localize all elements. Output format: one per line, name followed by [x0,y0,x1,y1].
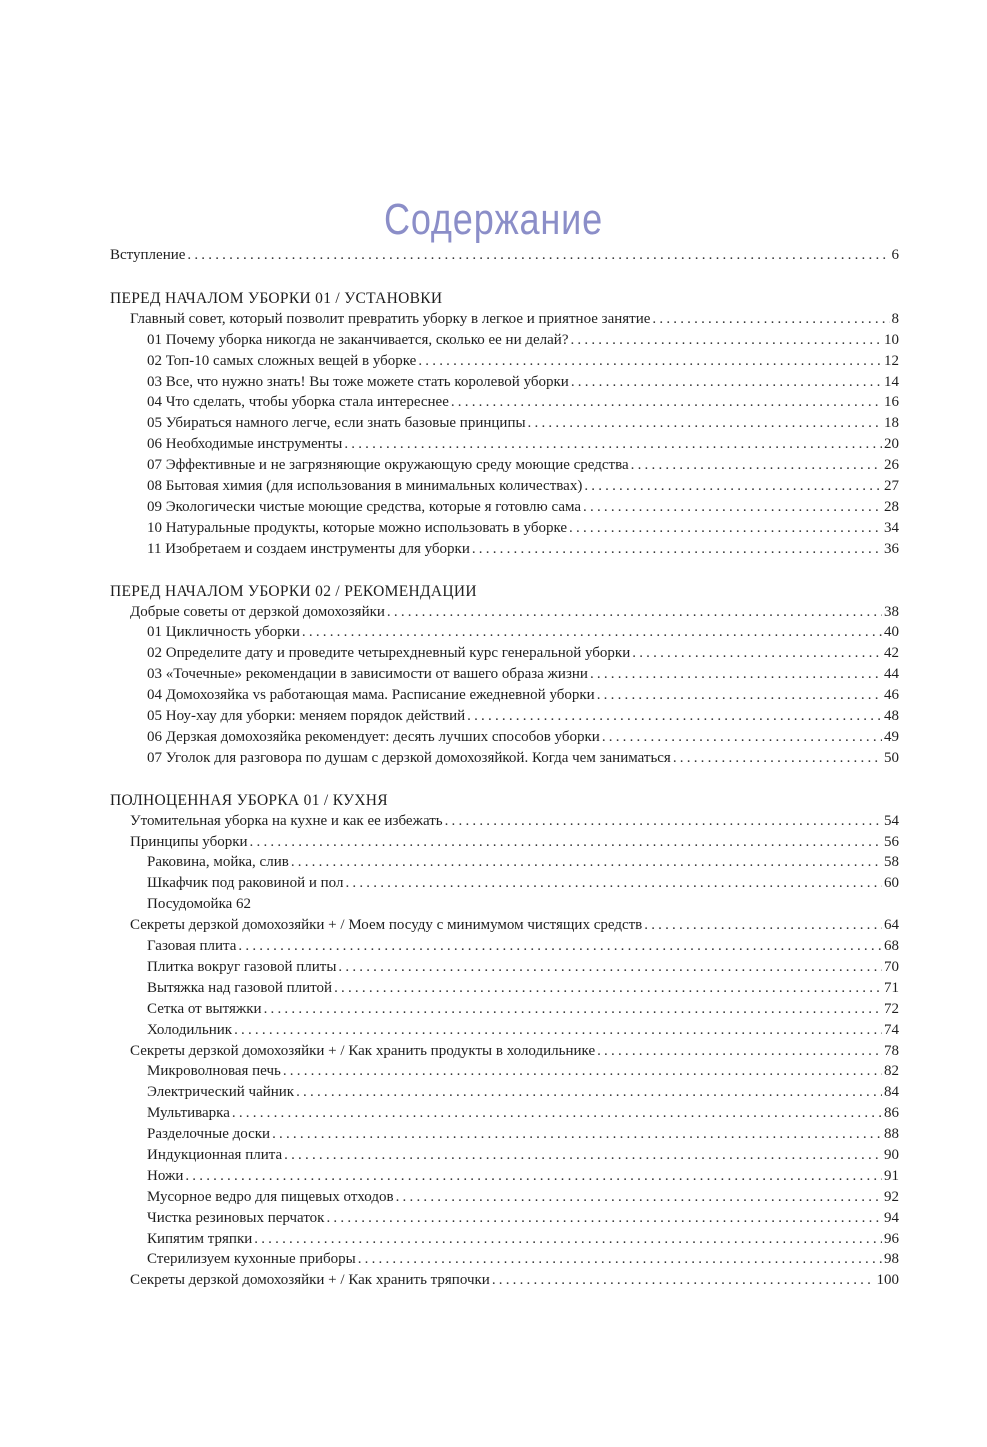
toc-entry[interactable] [110,852,899,873]
dot-leader [396,1187,882,1208]
toc-entry-page: 34 [884,519,899,536]
toc-entry-title: 07 Эффективные и не загрязняющие окружающую среду моющие средства [147,457,629,474]
toc-entry-title: Индукционная плита [147,1146,283,1163]
toc-entry-title: 09 Экологически чистые моющие средства, которые я готовлю сама [147,498,582,515]
toc-entry-title: 02 Определите дату и проведите четырехдневный курс генеральной уборки [147,645,631,662]
dot-leader [631,455,882,476]
toc-entry[interactable] [110,1061,899,1082]
toc-entry[interactable] [110,915,899,936]
toc-entry-page: 78 [884,1042,899,1059]
toc-entry-page: 84 [884,1084,899,1101]
toc-entry[interactable] [110,1082,899,1103]
toc-entry[interactable] [110,1229,899,1250]
toc-entry-page: 96 [884,1230,899,1247]
dot-leader [187,245,889,266]
toc-entry-title: Добрые советы от дерзкой домохозяйки [130,603,385,620]
toc-entry[interactable] [110,936,899,957]
dot-leader [597,685,882,706]
toc-entry-title: Электрический чайник [147,1084,295,1101]
toc-entry-title: Секреты дерзкой домохозяйки + / Моем посуду с минимумом чистящих средств [130,917,643,934]
toc-entry-title: 04 Домохозяйка vs работающая мама. Расписание ежедневной уборки [147,687,595,704]
toc-entry-page: 64 [884,917,899,934]
section-spacer [110,266,899,288]
dot-leader [254,1229,882,1250]
dot-leader [528,413,882,434]
toc-entry[interactable] [110,685,899,706]
toc-entry-page: 74 [884,1021,899,1038]
toc-entry[interactable] [110,497,899,518]
toc-entry[interactable] [110,873,899,894]
toc-entry[interactable] [110,706,899,727]
toc-entry-page: 49 [884,728,899,745]
dot-leader [387,602,882,623]
toc-entry[interactable] [110,727,899,748]
toc-entry[interactable] [110,539,899,560]
dot-leader [302,622,882,643]
toc-entry[interactable] [110,957,899,978]
toc-entry-page: 92 [884,1188,899,1205]
toc-entry-page: 12 [884,352,899,369]
toc-entry-title: Посудомойка 62 [147,896,252,913]
toc-entry-page: 10 [884,331,899,348]
toc-entry-page: 94 [884,1209,899,1226]
toc-entry-page: 36 [884,540,899,557]
dot-leader [571,372,882,393]
dot-leader [296,1082,882,1103]
dot-leader [492,1270,875,1291]
dot-leader [185,1166,882,1187]
toc-entry-page: 90 [884,1146,899,1163]
dot-leader [467,706,882,727]
dot-leader [445,811,882,832]
toc-entry[interactable] [110,1103,899,1124]
toc-entry[interactable] [110,330,899,351]
toc-entry-page: 88 [884,1126,899,1143]
toc-entry-title: Холодильник [147,1021,233,1038]
toc-entry[interactable] [110,748,899,769]
toc-entry-title: Кипятим тряпки [147,1230,253,1247]
dot-leader [418,351,882,372]
toc-entry[interactable] [110,894,899,915]
toc-entry-page: 6 [891,247,899,263]
toc-entry-page: 44 [884,666,899,683]
toc-entry-title: Разделочные доски [147,1126,271,1143]
toc-entry[interactable] [110,811,899,832]
dot-leader [569,518,882,539]
dot-leader [472,539,882,560]
dot-leader [345,873,882,894]
toc-entry-title: 03 «Точечные» рекомендации в зависимости от вашего образа жизни [147,666,588,683]
toc-entry-page: 26 [884,457,899,474]
dot-leader [334,978,882,999]
toc-entry-page: 18 [884,415,899,432]
toc-entry[interactable] [110,1249,899,1270]
toc-entry[interactable] [110,476,899,497]
toc-entry-title: 01 Почему уборка никогда не заканчивается, сколько ее ни делай? [147,331,569,348]
toc-entry-page: 86 [884,1105,899,1122]
toc-entry-page: 68 [884,938,899,955]
toc-entry-page: 60 [884,875,899,892]
toc-entry-title: 06 Дерзкая домохозяйка рекомендует: десять лучших способов уборки [147,728,600,745]
toc-entry-page: 20 [884,436,899,453]
toc-entry-title: Ножи [147,1167,184,1184]
toc-entry-page: 71 [884,979,899,996]
toc-entry[interactable] [110,1270,899,1291]
dot-leader [272,1124,882,1145]
toc-entry-title: Мультиварка [147,1105,230,1122]
toc-entry-page: 54 [884,812,899,829]
toc-entry[interactable] [110,455,899,476]
dot-leader [291,852,882,873]
toc-entry-title: 07 Уголок для разговора по душам с дерзкой домохозяйкой. Когда чем заниматься [147,749,671,766]
dot-leader [284,1145,882,1166]
toc-entry[interactable] [110,664,899,685]
section-heading: ПОЛНОЦЕННАЯ УБОРКА 01 / КУХНЯ [110,791,388,809]
toc-entry-title: 11 Изобретаем и создаем инструменты для уборки [147,540,470,557]
section-spacer [110,560,899,581]
toc-entry-intro[interactable] [110,245,899,266]
dot-leader [232,1103,882,1124]
toc-entry[interactable] [110,1208,899,1229]
toc-entry-title: Вытяжка над газовой плитой [147,979,333,996]
dot-leader [344,434,882,455]
toc-entry[interactable] [110,643,899,664]
toc-entry-page: 82 [884,1063,899,1080]
toc-entry-title: Стерилизуем кухонные приборы [147,1251,356,1268]
toc-entry[interactable] [110,999,899,1020]
toc-entry-title: 06 Необходимые инструменты [147,436,343,453]
toc-entry-title: 05 Убираться намного легче, если знать базовые принципы [147,415,526,432]
toc-entry[interactable] [110,309,899,330]
toc-entry-title: Шкафчик под раковиной и пол [147,875,344,892]
dot-leader [644,915,882,936]
toc-entry-title: 01 Цикличность уборки [147,624,300,641]
toc-entry-title: 10 Натуральные продукты, которые можно использовать в уборке [147,519,568,536]
dot-leader [583,497,882,518]
toc-entry-title: Главный совет, который позволит превратить уборку в легкое и приятное занятие [130,310,651,327]
toc-entry-page: 16 [884,394,899,411]
toc-entry-title: Принципы уборки [130,833,248,850]
toc-entry[interactable] [110,1187,899,1208]
toc-entry[interactable] [110,602,899,623]
toc-entry-page: 56 [884,833,899,850]
dot-leader [673,748,882,769]
toc-entry-page: 50 [884,749,899,766]
dot-leader [597,1041,882,1062]
toc-entry[interactable] [110,978,899,999]
dot-leader [238,936,882,957]
toc-entry-page: 72 [884,1000,899,1017]
toc-entry-title: 02 Топ-10 самых сложных вещей в уборке [147,352,417,369]
dot-leader [652,309,889,330]
toc-entry-page: 70 [884,958,899,975]
toc-entry-title: 03 Все, что нужно знать! Вы тоже можете стать королевой уборки [147,373,569,390]
toc-entry-title: 04 Что сделать, чтобы уборка стала интереснее [147,394,449,411]
toc-entry[interactable] [110,622,899,643]
toc-entry-page: 91 [884,1167,899,1184]
toc-entry[interactable] [110,832,899,853]
toc-entry-title: Утомительная уборка на кухне и как ее избежать [130,812,443,829]
dot-leader [570,330,882,351]
toc-entry[interactable] [110,413,899,434]
toc-entry[interactable] [110,518,899,539]
toc-entry-title: Чистка резиновых перчаток [147,1209,325,1226]
toc-entry-page: 58 [884,854,899,871]
toc-entry[interactable] [110,1041,899,1062]
dot-leader [283,1061,882,1082]
toc-entry[interactable] [110,351,899,372]
toc-entry[interactable] [110,1020,899,1041]
toc-entry[interactable] [110,372,899,393]
dot-leader [264,999,882,1020]
toc-entry-page: 48 [884,708,899,725]
toc-entry[interactable] [110,434,899,455]
dot-leader [451,392,882,413]
dot-leader [632,643,882,664]
toc-entry-page: 14 [884,373,899,390]
toc-entry-title: Плитка вокруг газовой плиты [147,958,337,975]
toc-entry-title: Раковина, мойка, слив [147,854,289,871]
section-heading: ПЕРЕД НАЧАЛОМ УБОРКИ 02 / РЕКОМЕНДАЦИИ [110,582,477,600]
toc-entry-title: Мусорное ведро для пищевых отходов [147,1188,394,1205]
toc-entry-title: Газовая плита [147,938,237,955]
toc-entry-page: 98 [884,1251,899,1268]
toc-entry-page: 46 [884,687,899,704]
toc-entry-page: 100 [876,1272,899,1289]
table-of-contents [110,245,899,1291]
toc-entry[interactable] [110,1166,899,1187]
section-heading: ПЕРЕД НАЧАЛОМ УБОРКИ 01 / УСТАНОВКИ [110,289,443,307]
toc-entry-page: 38 [884,603,899,620]
toc-entry[interactable] [110,392,899,413]
toc-entry-title: 05 Ноу-хау для уборки: меняем порядок действий [147,708,466,725]
dot-leader [338,957,882,978]
dot-leader [590,664,882,685]
dot-leader [234,1020,882,1041]
page-title: Содержание [383,195,604,245]
toc-entry[interactable] [110,1145,899,1166]
dot-leader [326,1208,882,1229]
toc-entry-title: 08 Бытовая химия (для использования в минимальных количествах) [147,478,583,495]
toc-entry-title: Сетка от вытяжки [147,1000,262,1017]
toc-entry-page: 42 [884,645,899,662]
toc-sections [110,266,899,1291]
toc-entry-page: 28 [884,498,899,515]
toc-entry-title: Секреты дерзкой домохозяйки + / Как хранить тряпочки [130,1272,490,1289]
toc-entry-page: 8 [891,310,899,327]
toc-entry-page: 27 [884,478,899,495]
toc-entry-title: Микроволновая печь [147,1063,281,1080]
toc-entry-page: 40 [884,624,899,641]
toc-entry-title: Секреты дерзкой домохозяйки + / Как хранить продукты в холодильнике [130,1042,596,1059]
section-spacer [110,769,899,790]
toc-entry-title: Вступление [110,247,186,263]
dot-leader [358,1249,882,1270]
toc-entry[interactable] [110,1124,899,1145]
dot-leader [250,832,882,853]
dot-leader [602,727,882,748]
dot-leader [584,476,882,497]
